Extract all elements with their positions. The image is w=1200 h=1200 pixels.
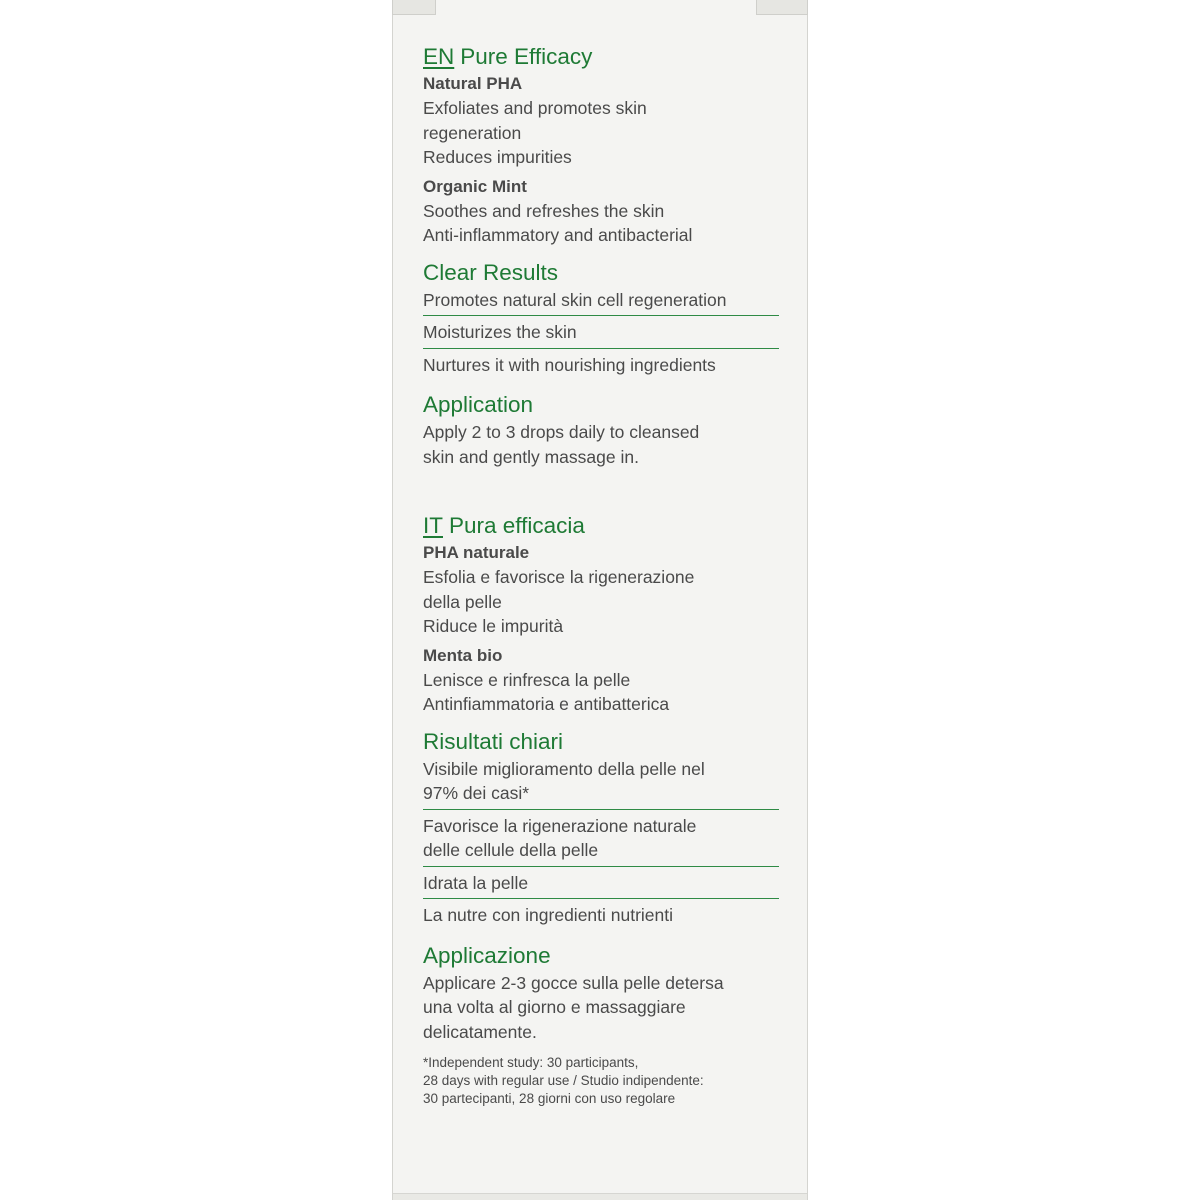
ingredient-name: Organic Mint	[423, 176, 527, 196]
result-item	[423, 814, 779, 867]
ingredient-name: PHA naturale	[423, 543, 530, 562]
application-line: Apply 2 to 3 drops daily to cleansed	[423, 422, 700, 442]
box-flap-right	[756, 0, 808, 15]
ingredient-line: Anti-inflammatory and antibacterial	[423, 225, 693, 245]
result-item	[423, 871, 779, 900]
result-line: Favorisce la rigenerazione naturale	[423, 815, 697, 836]
ingredient-name: Natural PHA	[423, 74, 523, 93]
product-box-panel	[392, 0, 808, 1200]
footnote-line: 30 partecipanti, 28 giorni con uso regolare	[423, 1091, 676, 1106]
result-item: Nurtures it with nourishing ingredients	[423, 354, 716, 375]
application-line: delicatamente.	[423, 1021, 537, 1042]
ingredient-line: Exfoliates and promotes skin	[423, 98, 647, 118]
ingredient-line: Riduce le impurità	[423, 616, 564, 636]
box-flap-left	[392, 0, 436, 15]
application-line: una volta al giorno e massaggiare	[423, 997, 686, 1017]
ingredient-name: Menta bio	[423, 645, 503, 665]
ingredient-line: Lenisce e rinfresca la pelle	[423, 669, 631, 690]
it-results-list	[423, 757, 779, 931]
box-bottom-edge	[393, 1193, 807, 1200]
label-text	[423, 42, 779, 1108]
ingredient-line: Soothes and refreshes the skin	[423, 200, 665, 221]
result-item: Promotes natural skin cell regeneration	[423, 288, 779, 317]
result-line: Idrata la pelle	[423, 872, 529, 893]
it-application-title: Applicazione	[423, 942, 551, 968]
en-application-title: Application	[423, 392, 534, 417]
footnote-line: *Independent study: 30 participants,	[423, 1055, 639, 1070]
result-line: delle cellule della pelle	[423, 840, 599, 860]
footnote-line: 28 days with regular use / Studio indipendente:	[423, 1073, 704, 1088]
result-item	[423, 757, 779, 810]
ingredient-line: della pelle	[423, 591, 502, 612]
it-results-title: Risultati chiari	[423, 728, 564, 754]
result-item	[423, 903, 779, 931]
en-title	[423, 42, 779, 72]
en-results-title: Clear Results	[423, 259, 559, 285]
it-title	[423, 511, 779, 541]
application-line: Applicare 2-3 gocce sulla pelle detersa	[423, 972, 724, 993]
it-title-text: Pura efficacia	[449, 513, 585, 538]
ingredient-line: regeneration	[423, 122, 522, 143]
lang-code-it: IT	[423, 513, 443, 538]
en-results-list	[423, 288, 779, 381]
ingredient-line: Antinfiammatoria e antibatterica	[423, 694, 670, 714]
application-line: skin and gently massage in.	[423, 446, 639, 467]
result-item: Moisturizes the skin	[423, 320, 779, 349]
en-title-text: Pure Efficacy	[460, 44, 593, 69]
ingredient-line: Esfolia e favorisce la rigenerazione	[423, 567, 695, 587]
result-line: Visibile miglioramento della pelle nel	[423, 758, 705, 779]
ingredient-line: Reduces impurities	[423, 147, 572, 167]
result-line: 97% dei casi*	[423, 783, 530, 803]
result-line: La nutre con ingredienti nutrienti	[423, 905, 674, 925]
lang-code-en: EN	[423, 44, 455, 69]
